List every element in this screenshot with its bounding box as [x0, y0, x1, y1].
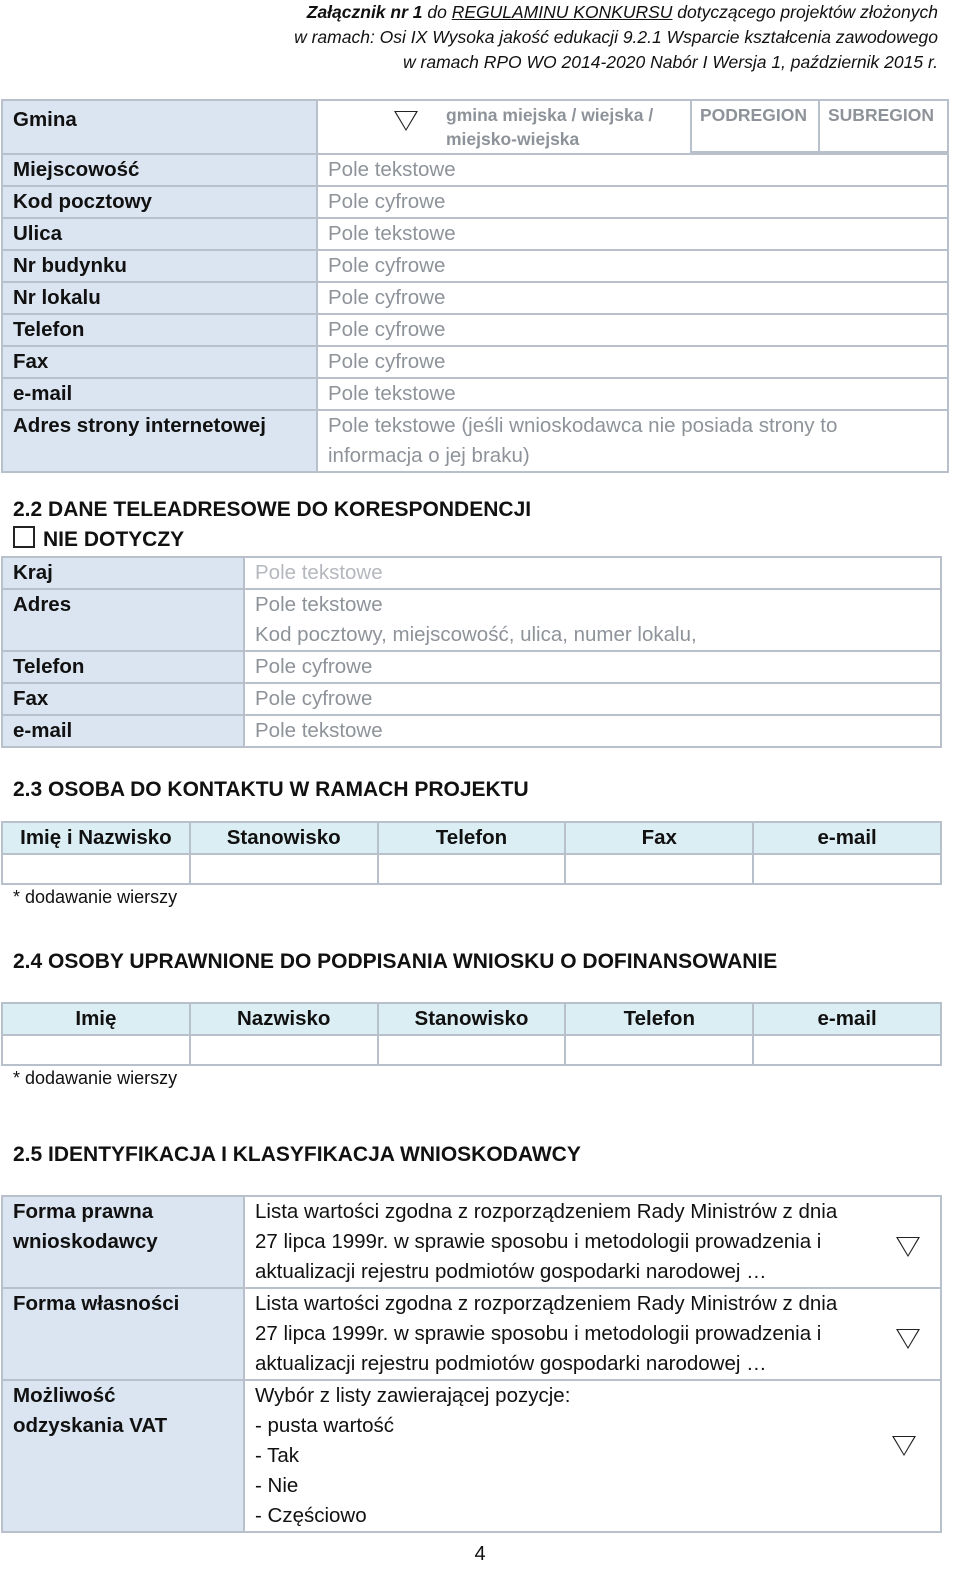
column-header: Nazwisko [190, 1003, 378, 1035]
section-2-3-title: 2.3 OSOBA DO KONTAKTU W RAMACH PROJEKTU [13, 778, 529, 801]
field-label: Miejscowość [2, 154, 317, 186]
field-label: Kod pocztowy [2, 186, 317, 218]
table-row [2, 410, 948, 472]
dropdown-triangle-icon[interactable] [892, 1436, 916, 1456]
not-applicable-checkbox-row [13, 526, 184, 554]
field-label: Adres strony internetowej [2, 410, 317, 472]
column-header: Imię [2, 1003, 190, 1035]
adres-value-2: Kod pocztowy, miejscowość, ulica, numer lokalu, [255, 623, 697, 646]
header-text: do [422, 2, 452, 22]
contact-person-table [1, 821, 942, 885]
classification-table [1, 1195, 942, 1533]
field-value[interactable]: Pole cyfrowe [317, 346, 948, 378]
table-row [2, 218, 948, 250]
table-row [2, 314, 948, 346]
value-line: - pusta wartość [255, 1414, 394, 1437]
field-value[interactable]: Pole cyfrowe [317, 282, 948, 314]
table-row [2, 1035, 941, 1065]
column-header: Imię i Nazwisko [2, 822, 190, 854]
section-2-4-title: 2.4 OSOBY UPRAWNIONE DO PODPISANIA WNIOSKU O DOFINANSOWANIE [13, 950, 778, 973]
field-label: e-mail [2, 378, 317, 410]
annex-number: Załącznik nr 1 [306, 2, 423, 22]
table-row [2, 378, 948, 410]
field-value[interactable]: Pole cyfrowe [317, 314, 948, 346]
field-label: Fax [2, 346, 317, 378]
dropdown-triangle-icon[interactable] [896, 1329, 920, 1349]
gmina-field [317, 100, 948, 154]
header-text-end: dotyczącego projektów złożonych [672, 2, 938, 22]
regulations-link[interactable]: REGULAMINU KONKURSU [451, 2, 673, 22]
header-line-2: w ramach: Osi IX Wysoka jakość edukacji 9.2.1 Wsparcie kształcenia zawodowego [294, 27, 938, 47]
forma-wlasnosci-label: Forma własności [2, 1288, 244, 1380]
dropdown-triangle-icon[interactable] [896, 1237, 920, 1257]
dropdown-triangle-icon[interactable] [394, 111, 418, 131]
table-cell[interactable] [565, 854, 753, 884]
value-line: 27 lipca 1999r. w sprawie sposobu i metodologii prowadzenia i [255, 1230, 822, 1253]
telefon-field[interactable]: Pole cyfrowe [244, 651, 941, 683]
column-header: e-mail [753, 822, 941, 854]
forma-prawna-label: Forma prawna wnioskodawcy [2, 1196, 244, 1288]
table-cell[interactable] [190, 854, 378, 884]
value-line: aktualizacji rejestru podmiotów gospodarki narodowej … [255, 1260, 767, 1283]
fax-field[interactable]: Pole cyfrowe [244, 683, 941, 715]
subregion-label: SUBREGION [818, 101, 947, 153]
table-cell[interactable] [2, 854, 190, 884]
section-2-5-title: 2.5 IDENTYFIKACJA I KLASYFIKACJA WNIOSKODAWCY [13, 1143, 581, 1166]
not-applicable-checkbox[interactable] [13, 526, 35, 548]
table-row [2, 186, 948, 218]
table-cell[interactable] [378, 854, 566, 884]
gmina-label: Gmina [2, 100, 317, 154]
forma-prawna-dropdown[interactable] [244, 1196, 941, 1288]
value-line: aktualizacji rejestru podmiotów gospodarki narodowej … [255, 1352, 767, 1375]
value-line: 27 lipca 1999r. w sprawie sposobu i metodologii prowadzenia i [255, 1322, 822, 1345]
value-line: Lista wartości zgodna z rozporządzeniem Rady Ministrów z dnia [255, 1292, 838, 1315]
email-label: e-mail [2, 715, 244, 747]
field-value[interactable]: Pole tekstowe [317, 378, 948, 410]
page-number: 4 [474, 1543, 486, 1565]
table-cell[interactable] [190, 1035, 378, 1065]
column-header: Fax [565, 822, 753, 854]
gmina-type-label: gmina miejska / wiejska / miejsko-wiejska [446, 105, 654, 149]
correspondence-table [1, 556, 942, 748]
field-label: Ulica [2, 218, 317, 250]
table-row [2, 854, 941, 884]
vat-label: Możliwość odzyskania VAT [2, 1380, 244, 1532]
column-header: e-mail [753, 1003, 941, 1035]
field-value[interactable]: Pole tekstowe (jeśli wnioskodawca nie posiada strony to informacja o jej braku) [317, 410, 948, 472]
field-value[interactable]: Pole cyfrowe [317, 186, 948, 218]
add-rows-note: * dodawanie wierszy [13, 1068, 178, 1088]
header-line-3: w ramach RPO WO 2014-2020 Nabór I Wersja 1, październik 2015 r. [403, 52, 938, 72]
table-row [2, 250, 948, 282]
table-cell[interactable] [2, 1035, 190, 1065]
table-cell[interactable] [565, 1035, 753, 1065]
field-value[interactable]: Pole tekstowe [317, 154, 948, 186]
gmina-dropdown[interactable] [318, 101, 436, 153]
table-cell[interactable] [753, 854, 941, 884]
fax-label: Fax [2, 683, 244, 715]
column-header: Telefon [378, 822, 566, 854]
add-rows-note: * dodawanie wierszy [13, 887, 178, 907]
value-line: - Częściowo [255, 1504, 367, 1527]
column-header: Stanowisko [378, 1003, 566, 1035]
adres-label: Adres [2, 589, 244, 651]
vat-dropdown[interactable] [244, 1380, 941, 1532]
not-applicable-label: NIE DOTYCZY [43, 528, 185, 551]
field-label: Nr lokalu [2, 282, 317, 314]
adres-field[interactable] [244, 589, 941, 651]
adres-value-1: Pole tekstowe [255, 593, 383, 616]
forma-wlasnosci-dropdown[interactable] [244, 1288, 941, 1380]
email-field[interactable]: Pole tekstowe [244, 715, 941, 747]
table-cell[interactable] [378, 1035, 566, 1065]
table-row [2, 346, 948, 378]
value-line: - Tak [255, 1444, 300, 1467]
table-row [2, 282, 948, 314]
column-header: Stanowisko [190, 822, 378, 854]
table-cell[interactable] [753, 1035, 941, 1065]
telefon-label: Telefon [2, 651, 244, 683]
value-line: Lista wartości zgodna z rozporządzeniem Rady Ministrów z dnia [255, 1200, 838, 1223]
signatories-table [1, 1002, 942, 1066]
field-label: Telefon [2, 314, 317, 346]
value-line: - Nie [255, 1474, 299, 1497]
field-label: Nr budynku [2, 250, 317, 282]
podregion-label: PODREGION [690, 101, 818, 153]
field-value[interactable]: Pole cyfrowe [317, 250, 948, 282]
table-row [2, 154, 948, 186]
page-header [238, 0, 938, 75]
kraj-field[interactable]: Pole tekstowe [244, 557, 941, 589]
value-line: Wybór z listy zawierającej pozycje: [255, 1384, 571, 1407]
kraj-label: Kraj [2, 557, 244, 589]
address-table [1, 99, 949, 473]
section-2-2-title: 2.2 DANE TELEADRESOWE DO KORESPONDENCJI [13, 498, 532, 521]
field-value[interactable]: Pole tekstowe [317, 218, 948, 250]
column-header: Telefon [565, 1003, 753, 1035]
